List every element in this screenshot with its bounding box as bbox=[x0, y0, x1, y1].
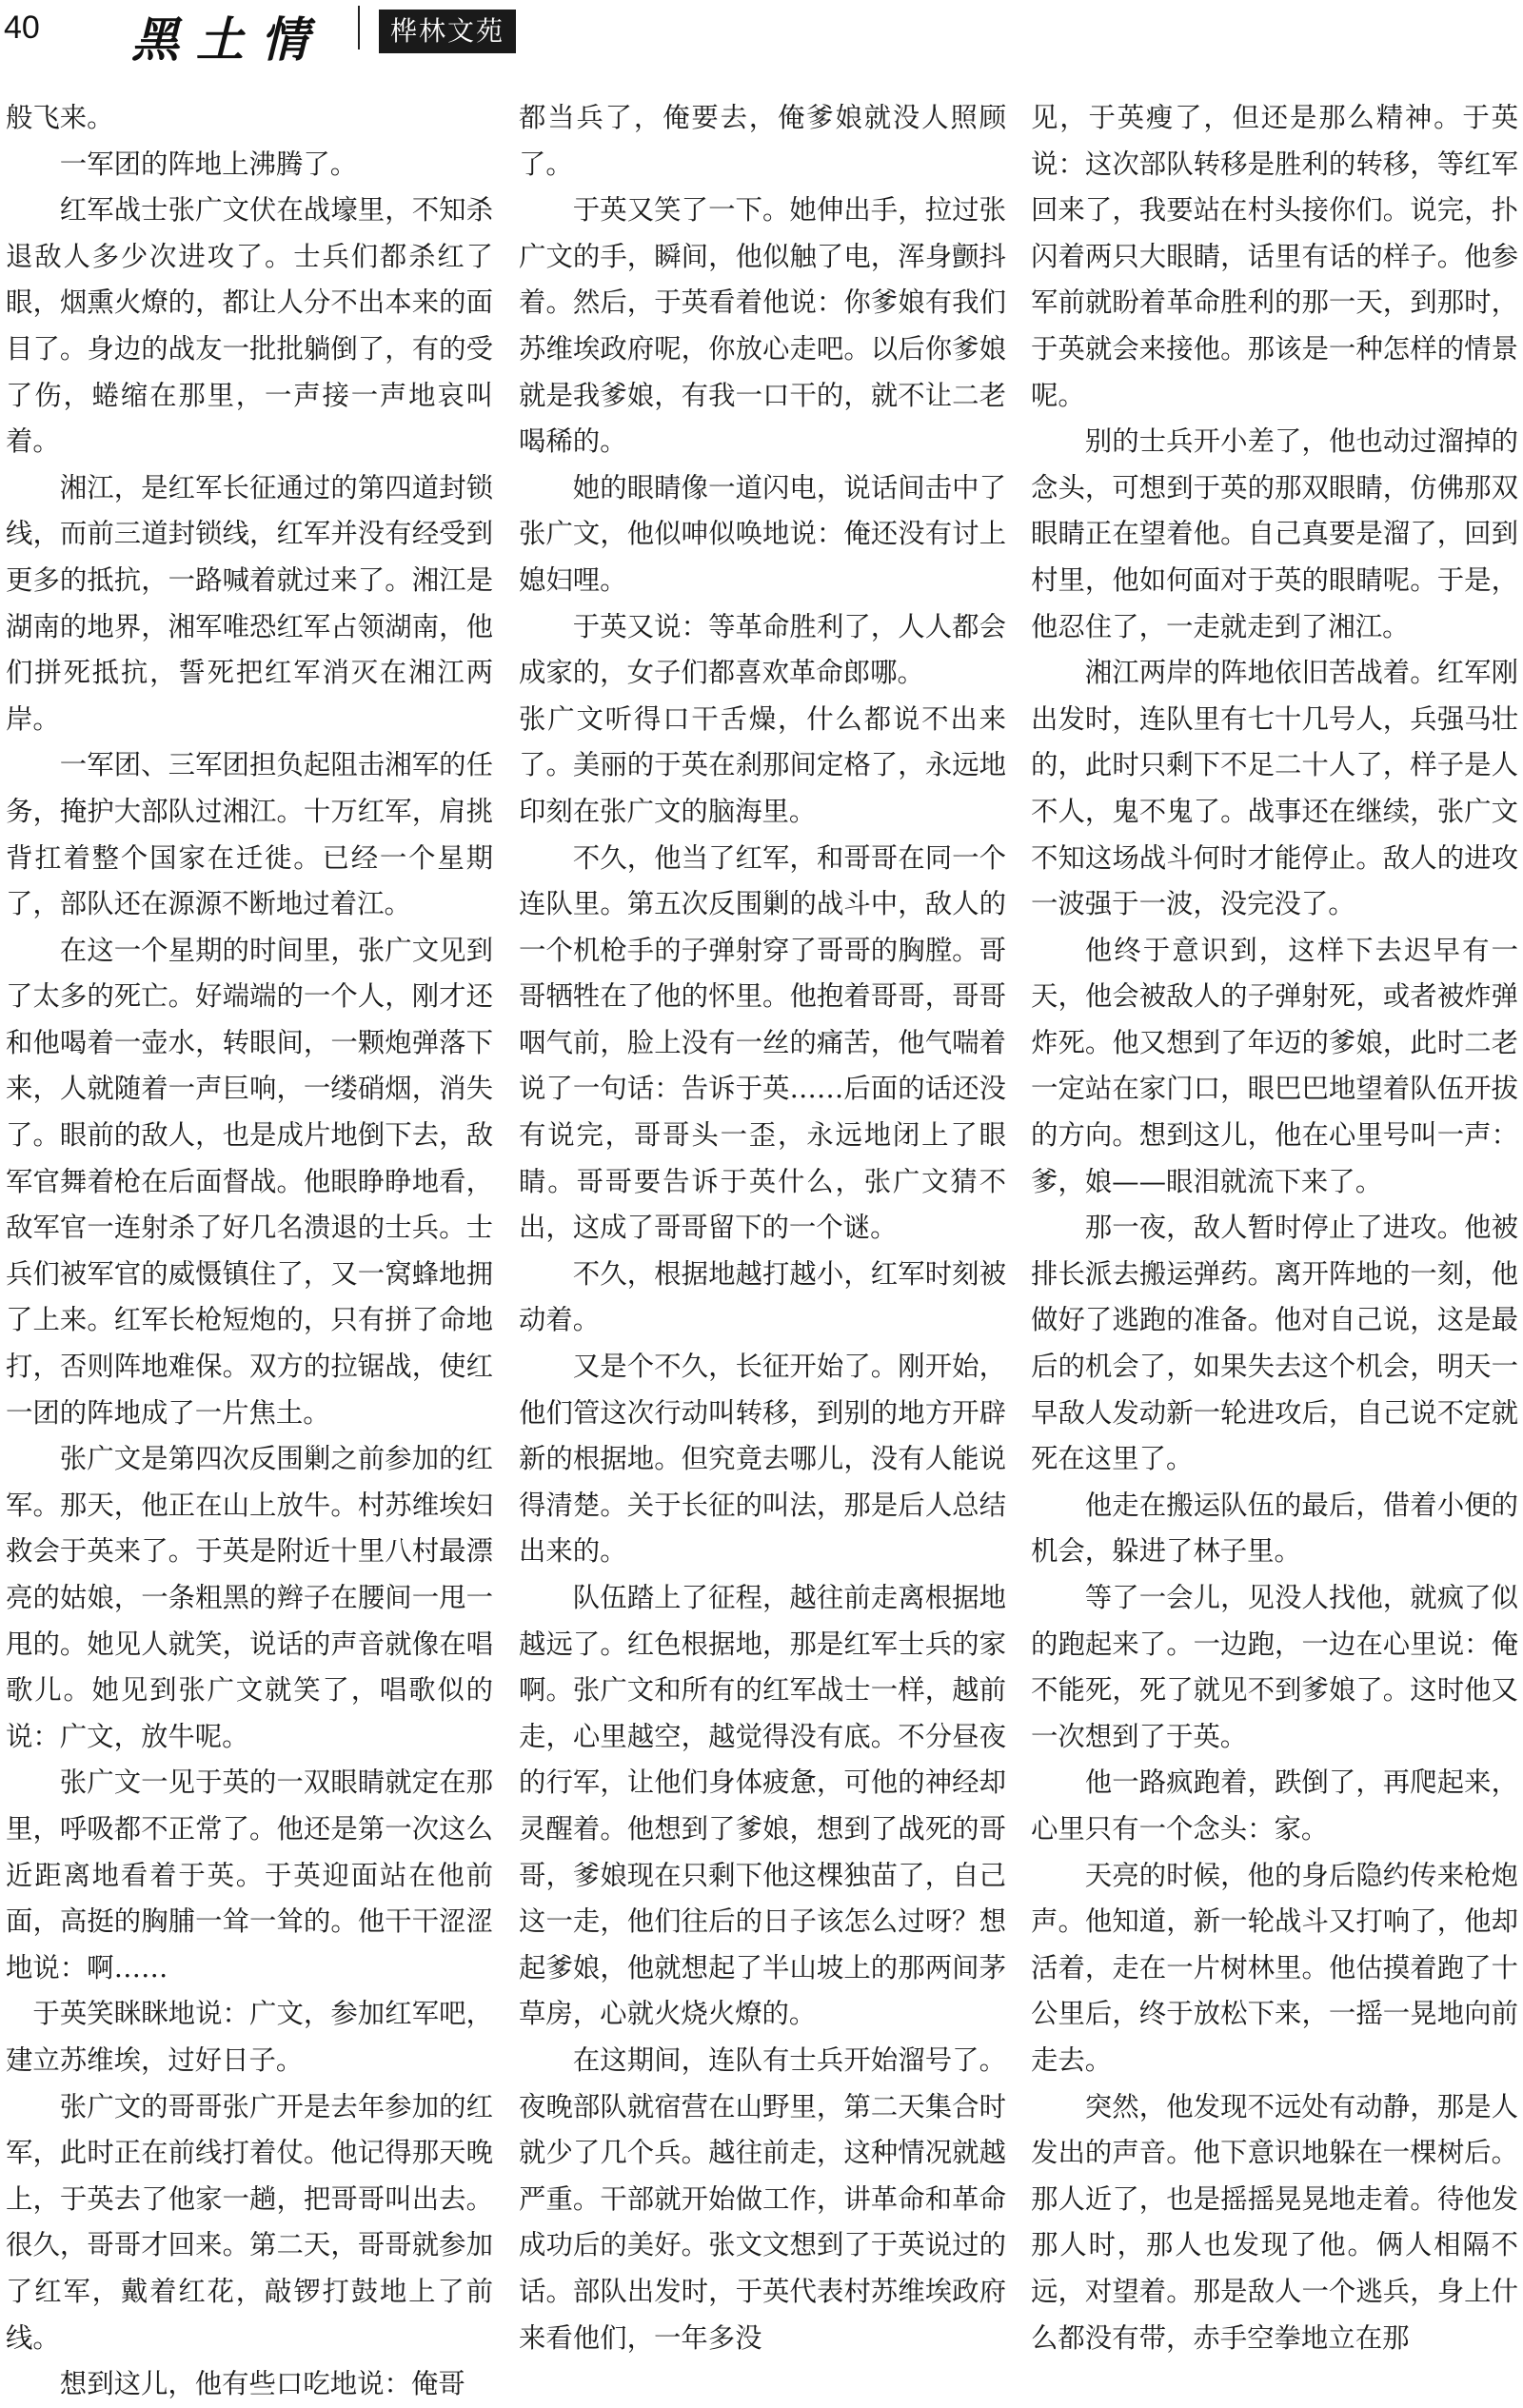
paragraph: 不久，他当了红军，和哥哥在同一个连队里。第五次反围剿的战斗中，敌人的一个机枪手的子弹射穿了哥哥的胸膛。哥哥牺牲在了他的怀里。他抱着哥哥，哥哥咽气前，脸上没有一丝的痛苦，他气喘着说了一句话：告诉于英……后面的话还没有说完，哥哥头一歪，永远地闭上了眼睛。哥哥要告诉于英什么，张广文猜不出，这成了哥哥留下的一个谜。 bbox=[519, 841, 1006, 1244]
paragraph: 湘江，是红军长征通过的第四道封锁线，而前三道封锁线，红军并没有经受到更多的抵抗，一路喊着就过来了。湘江是湖南的地界，湘军唯恐红军占领湖南，他们拼死抵抗，誓死把红军消灭在湘江两岸。 bbox=[6, 471, 493, 735]
paragraph: 于英又说：等革命胜利了，人人都会成家的，女子们都喜欢革命郎哪。 bbox=[519, 610, 1006, 689]
paragraph: 队伍踏上了征程，越往前走离根据地越远了。红色根据地，那是红军士兵的家啊。张广文和所有的红军战士一样，越前走，心里越空，越觉得没有底。不分昼夜的行军，让他们身体疲惫，可他的神经却灵醒着。他想到了爹娘，想到了战死的哥哥，爹娘现在只剩下他这棵独苗了，自己这一走，他们往后的日子该怎么过呀？想起爹娘，他就想起了半山坡上的那两间茅草房，心就火烧火燎的。 bbox=[519, 1582, 1006, 2030]
paragraph: 他终于意识到，这样下去迟早有一天，他会被敌人的子弹射死，或者被炸弹炸死。他又想到了年迈的爹娘，此时二老一定站在家门口，眼巴巴地望着队伍开拔的方向。想到这儿，他在心里号叫一声：爹，娘——眼泪就流下来了。 bbox=[1031, 934, 1518, 1197]
paragraph: 于英又笑了一下。她伸出手，拉过张广文的手，瞬间，他似触了电，浑身颤抖着。然后，于英看着他说：你爹娘有我们苏维埃政府呢，你放心走吧。以后你爹娘就是我爹娘，有我一口干的，就不让二老喝稀的。 bbox=[519, 194, 1006, 458]
paragraph: 一军团的阵地上沸腾了。 bbox=[59, 148, 358, 180]
magazine-title: 黑土情 bbox=[131, 11, 326, 68]
paragraph: 别的士兵开小差了，他也动过溜掉的念头，可想到于英的那双眼睛，仿佛那双眼睛正在望着他。自己真要是溜了，回到村里，他如何面对于英的眼睛呢。于是，他忍住了，一走就走到了湘江。 bbox=[1031, 425, 1518, 642]
paragraph: 张广文是第四次反围剿之前参加的红军。那天，他正在山上放牛。村苏维埃妇救会于英来了。于英是附近十里八村最漂亮的姑娘，一条粗黑的辫子在腰间一甩一甩的。她见人就笑，说话的声音就像在唱歌儿。她见到张广文就笑了，唱歌似的说：广文，放牛呢。 bbox=[6, 1443, 493, 1752]
paragraph: 在这一个星期的时间里，张广文见到了太多的死亡。好端端的一个人，刚才还和他喝着一壶水，转眼间，一颗炮弹落下来，人就随着一声巨响，一缕硝烟，消失了。眼前的敌人，也是成片地倒下去，敌军官舞着枪在后面督战。他眼睁睁地看，敌军官一连射杀了好几名溃退的士兵。士兵们被军官的威慑镇住了，又一窝蜂地拥了上来。红军长枪短炮的，只有拼了命地打，否则阵地难保。双方的拉锯战，使红一团的阵地成了一片焦土。 bbox=[6, 934, 493, 1429]
page-header bbox=[0, 0, 1523, 68]
paragraph: 她的眼睛像一道闪电，说话间击中了张广文，他似呻似唤地说：俺还没有讨上媳妇哩。 bbox=[519, 471, 1006, 596]
paragraph: 张广文听得口干舌燥，什么都说不出来了。美丽的于英在刹那间定格了，永远地印刻在张广文的脑海里。 bbox=[519, 702, 1006, 827]
text-column-1 bbox=[6, 95, 493, 2400]
paragraph: 他一路疯跑着，跌倒了，再爬起来，心里只有一个念头：家。 bbox=[1031, 1767, 1518, 1845]
paragraph: 张广文的哥哥张广开是去年参加的红军，此时正在前线打着仗。他记得那天晚上，于英去了他家一趟，把哥哥叫出去。很久，哥哥才回来。第二天，哥哥就参加了红军，戴着红花，敲锣打鼓地上了前线。 bbox=[6, 2090, 493, 2354]
header-divider bbox=[358, 6, 360, 49]
paragraph: 等了一会儿，见没人找他，就疯了似的跑起来了。一边跑，一边在心里说：俺不能死，死了就见不到爹娘了。这时他又一次想到了于英。 bbox=[1031, 1582, 1518, 1752]
paragraph: 他走在搬运队伍的最后，借着小便的机会，躲进了林子里。 bbox=[1031, 1489, 1518, 1568]
page-number: 40 bbox=[4, 10, 40, 46]
paragraph: 张广文一见于英的一双眼睛就定在那里，呼吸都不正常了。他还是第一次这么近距离地看着于英。于英迎面站在他前面，高挺的胸脯一耸一耸的。他干干涩涩地说：啊…… bbox=[6, 1767, 493, 1984]
text-column-3 bbox=[1031, 95, 1518, 2354]
paragraph: 湘江两岸的阵地依旧苦战着。红军刚出发时，连队里有七十几号人，兵强马壮的，此时只剩下不足二十人了，样子是人不人，鬼不鬼了。战事还在继续，张广文不知这场战斗何时才能停止。敌人的进攻一波强于一波，没完没了。 bbox=[1031, 657, 1518, 920]
paragraph: 又是个不久，长征开始了。刚开始，他们管这次行动叫转移，到别的地方开辟新的根据地。但究竟去哪儿，没有人能说得清楚。关于长征的叫法，那是后人总结出来的。 bbox=[519, 1351, 1006, 1568]
text-column-2 bbox=[519, 95, 1006, 2354]
column-tag: 桦林文苑 bbox=[379, 10, 516, 53]
paragraph: 天亮的时候，他的身后隐约传来枪炮声。他知道，新一轮战斗又打响了，他却活着，走在一片树林里。他估摸着跑了十公里后，终于放松下来，一摇一晃地向前走去。 bbox=[1031, 1859, 1518, 2076]
paragraph: 不久，根据地越打越小，红军时刻被动着。 bbox=[519, 1257, 1006, 1336]
paragraph: 一军团、三军团担负起阻击湘军的任务，掩护大部队过湘江。十万红军，肩挑背扛着整个国家在迁徙。已经一个星期了，部队还在源源不断地过着江。 bbox=[6, 749, 493, 920]
paragraph: 般飞来。 bbox=[6, 102, 114, 133]
paragraph: 突然，他发现不远处有动静，那是人发出的声音。他下意识地躲在一棵树后。那人近了，也是摇摇晃晃地走着。待他发那人时，那人也发现了他。俩人相隔不远，对望着。那是敌人一个逃兵，身上什么都没有带，赤手空拳地立在那 bbox=[1031, 2090, 1518, 2354]
paragraph: 都当兵了，俺要去，俺爹娘就没人照顾了。 bbox=[519, 102, 1006, 180]
paragraph: 红军战士张广文伏在战壕里，不知杀退敌人多少次进攻了。士兵们都杀红了眼，烟熏火燎的，都让人分不出本来的面目了。身边的战友一批批躺倒了，有的受了伤，蜷缩在那里，一声接一声地哀叫着。 bbox=[6, 194, 493, 458]
paragraph: 见，于英瘦了，但还是那么精神。于英说：这次部队转移是胜利的转移，等红军回来了，我要站在村头接你们。说完，扑闪着两只大眼睛，话里有话的样子。他参军前就盼着革命胜利的那一天，到那时，于英就会来接他。那该是一种怎样的情景呢。 bbox=[1031, 102, 1518, 411]
paragraph: 在这期间，连队有士兵开始溜号了。夜晚部队就宿营在山野里，第二天集合时就少了几个兵。越往前走，这种情况就越严重。干部就开始做工作，讲革命和革命成功后的美好。张文文想到了于英说过的话。部队出发时，于英代表村苏维埃政府来看他们，一年多没 bbox=[519, 2043, 1006, 2354]
paragraph: 那一夜，敌人暂时停止了进攻。他被排长派去搬运弹药。离开阵地的一刻，他做好了逃跑的准备。他对自己说，这是最后的机会了，如果失去这个机会，明天一早敌人发动新一轮进攻后，自己说不定就死在这里了。 bbox=[1031, 1212, 1518, 1475]
paragraph: 于英笑眯眯地说：广文，参加红军吧，建立苏维埃，过好日子。 bbox=[6, 1998, 493, 2076]
paragraph: 想到这儿，他有些口吃地说：俺哥 bbox=[59, 2368, 465, 2400]
